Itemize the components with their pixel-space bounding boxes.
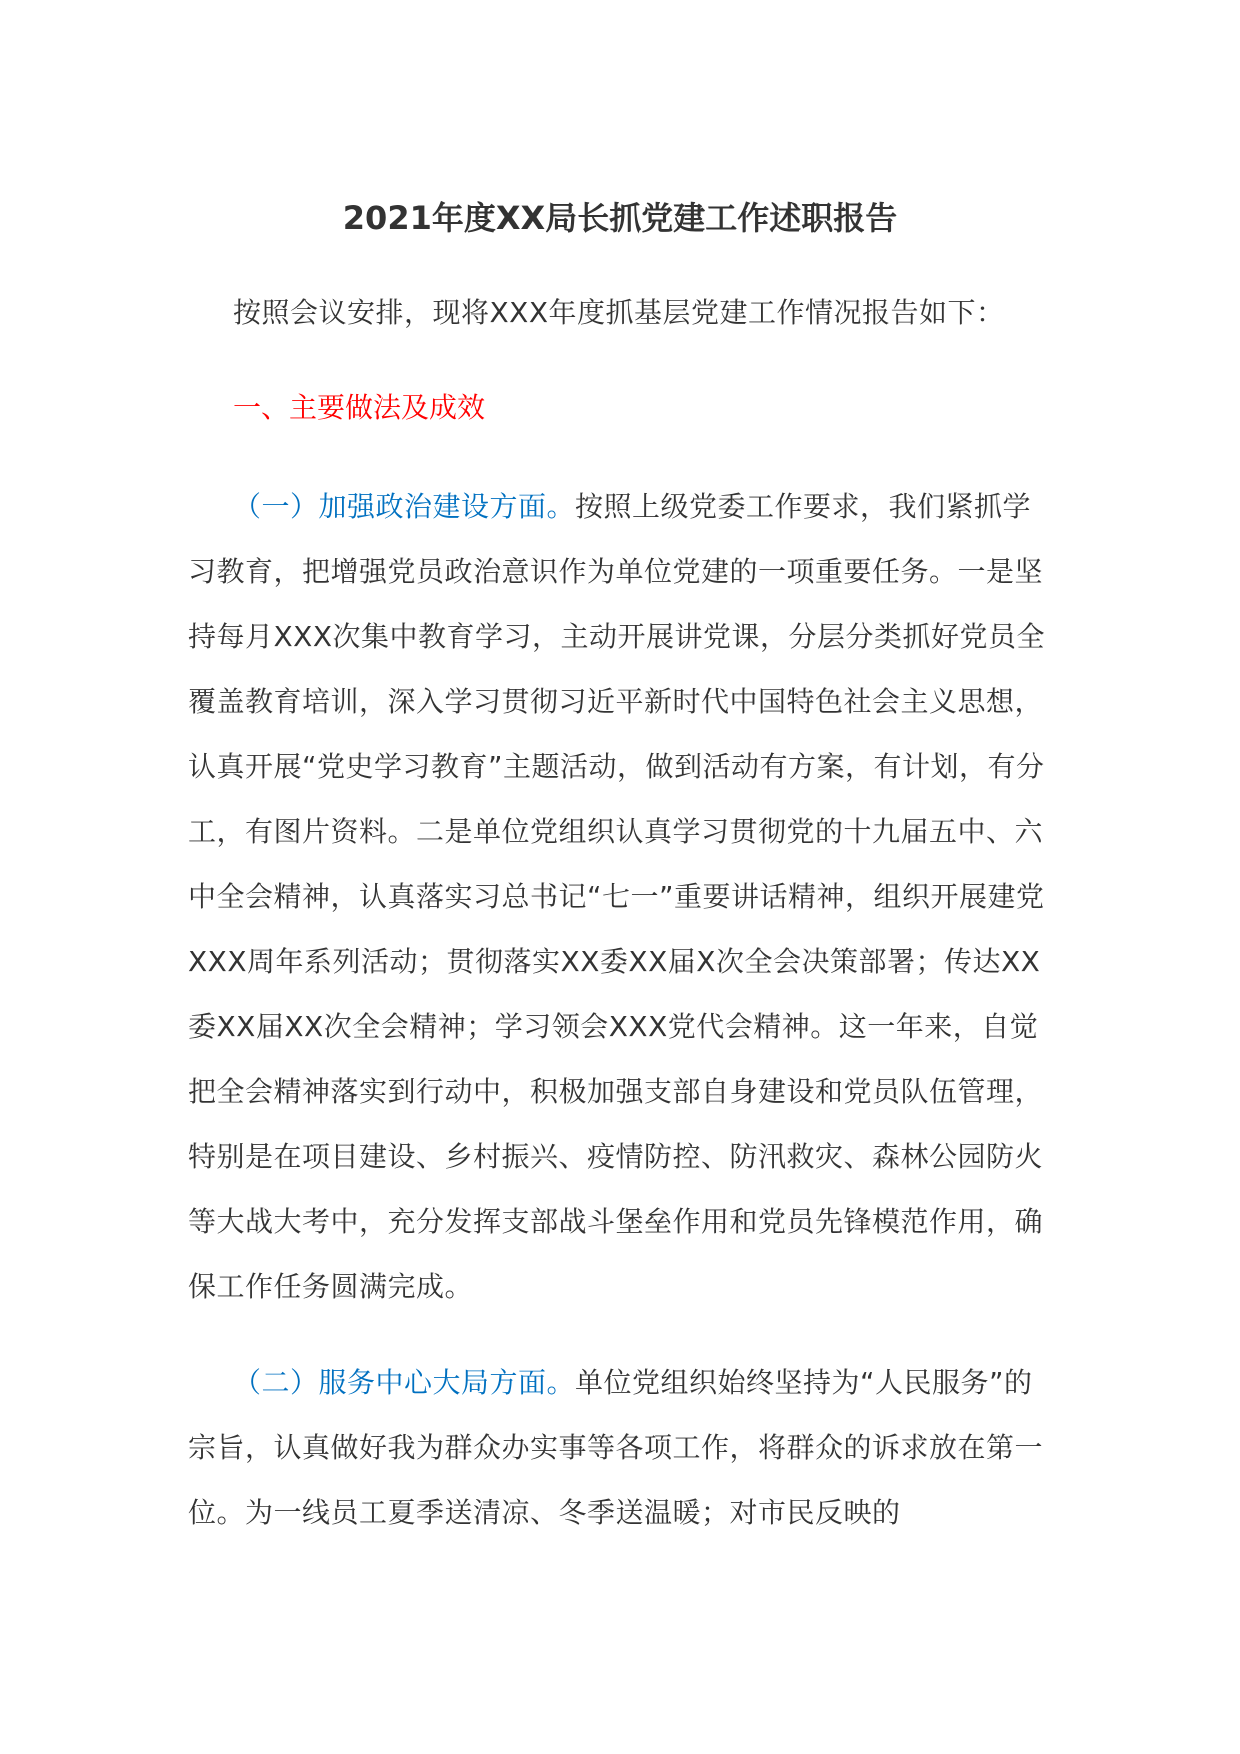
paragraph-body: 单位党组织始终坚持为“人民服务”的宗旨，认真做好我为群众办实事等各项工作，将群众的诉求放在第一位。为一线员工夏季送清凉、冬季送温暖；对市民反映的 (188, 1366, 1044, 1529)
paragraph-political-building (188, 474, 1058, 1319)
document-title: 2021年度XX局长抓党建工作述职报告 (342, 199, 898, 237)
section-heading: 一、主要做法及成效 (233, 391, 486, 424)
subheading-political-building: （一）加强政治建设方面。 (233, 490, 576, 523)
paragraph-service-center (188, 1350, 1058, 1545)
subheading-service-center: （二）服务中心大局方面。 (233, 1366, 576, 1399)
intro-paragraph: 按照会议安排，现将XXX年度抓基层党建工作情况报告如下： (233, 296, 1005, 329)
paragraph-body: 按照上级党委工作要求，我们紧抓学习教育，把增强党员政治意识作为单位党建的一项重要任务。一是坚持每月XXX次集中教育学习，主动开展讲党课，分层分类抓好党员全覆盖教育培训，深入学习贯彻习近平新时代中国特色社会主义思想，认真开展“党史学习教育”主题活动，做到活动有方案，有计划，有分工，有图片资料。二是单位党组织认真学习贯彻党的十九届五中、六中全会精神，认真落实习总书记“七一”重要讲话精神，组织开展建党XXX周年系列活动；贯彻落实XX委XX届X次全会决策部署；传达XX委XX届XX次全会精神；学习领会XXX党代会精神。这一年来，自觉把全会精神落实到行动中，积极加强支部自身建设和党员队伍管理，特别是在项目建设、乡村振兴、疫情防控、防汛救灾、森林公园防火等大战大考中，充分发挥支部战斗堡垒作用和党员先锋模范作用，确保工作任务圆满完成。 (188, 490, 1046, 1303)
